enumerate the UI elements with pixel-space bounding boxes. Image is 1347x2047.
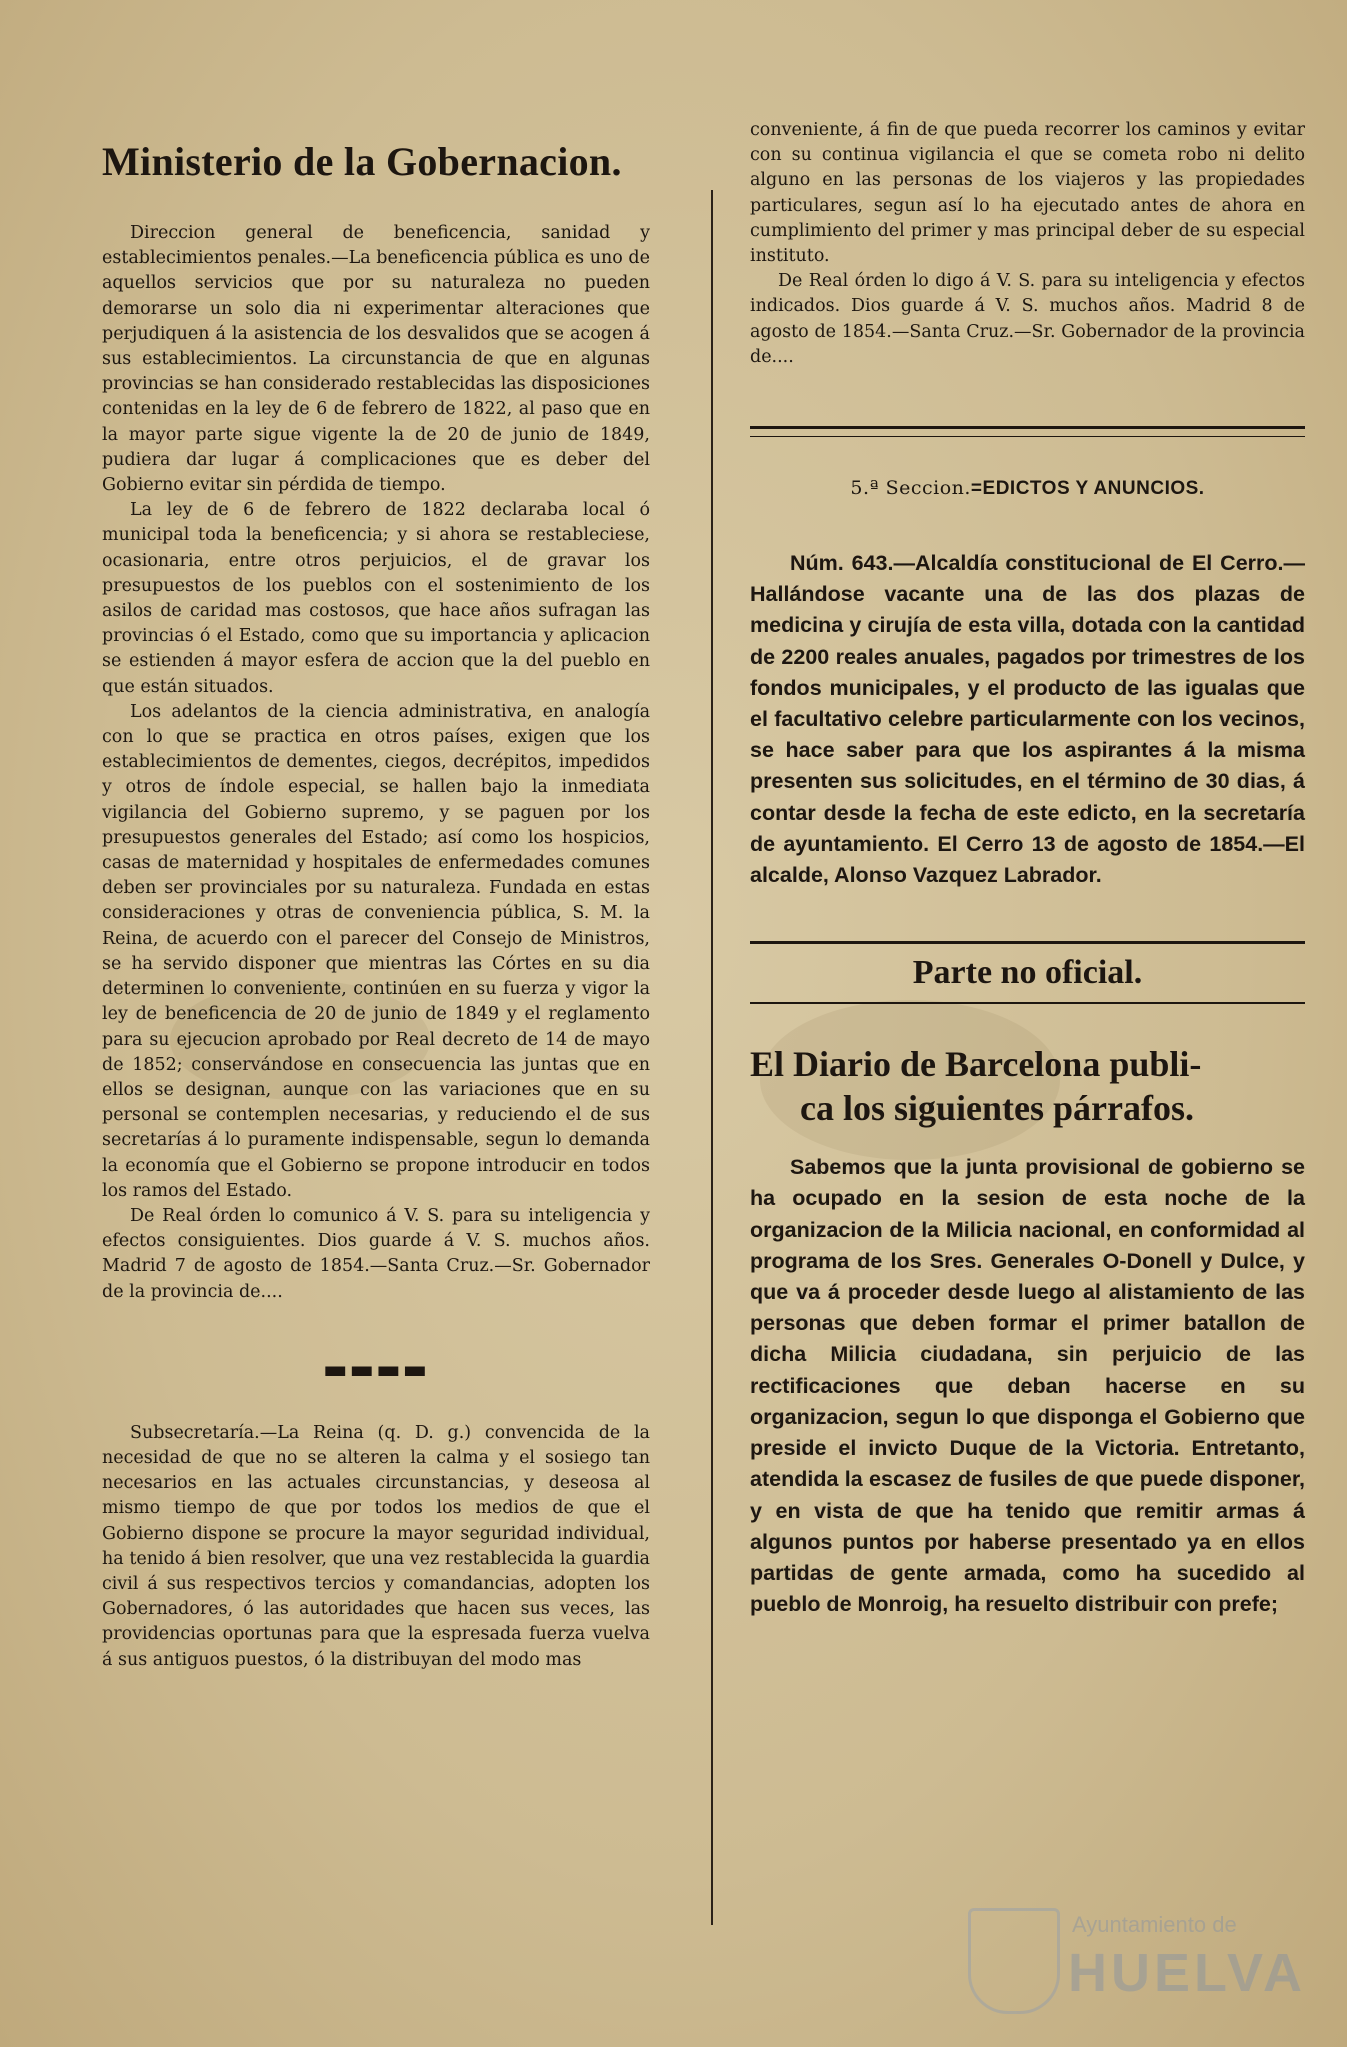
article-paragraph: La ley de 6 de febrero de 1822 declaraba local ó municipal toda la beneficencia; y si ahora se restableciese, ocasionaria, entre otros perjuicios, el de gravar los presupuestos de los pueblos con el sostenimiento de los asilos de caridad mas costosos, que hace años sufragan las provincias ó el Estado, como que su importancia y aplicacion se estienden á mayor esfera de accion que la del pueblo en que están situados.: [102, 500, 650, 697]
section-title: =EDICTOS Y ANUNCIOS.: [970, 478, 1205, 500]
horizontal-rule: [750, 1002, 1305, 1004]
article-paragraph: Direccion general de beneficencia, sanidad y establecimientos penales.—La beneficencia pública es uno de aquellos servicios que por su naturaleza no pueden demorarse un solo dia ni experimentar alteraciones que perjudiquen á la asistencia de los desvalidos que se acogen á sus establecimientos. La circunstancia de que en algunas provincias se han considerado restablecidas las disposiciones contenidas en la ley de 6 de febrero de 1822, al paso que en la mayor parte sigue vigente la de 20 de junio de 1849, pudiera dar lugar á complicaciones que es deber del Gobierno evitar sin pérdida de tiempo.: [102, 223, 650, 496]
right-column: [750, 118, 1305, 1620]
double-rule: [750, 426, 1305, 437]
headline-line-1: El Diario de Barcelona publi-: [750, 1044, 1202, 1085]
left-column: [102, 126, 650, 1673]
headline-line-2: ca los siguientes párrafos.: [800, 1088, 1194, 1129]
horizontal-rule: [750, 941, 1305, 944]
ministry-heading: Ministerio de la Gobernacion.: [102, 139, 622, 184]
barcelona-paragraph: Sabemos que la junta provisional de gobierno se ha ocupado en la sesion de esta noche de la organizacion de la Milicia nacional, en conformidad al programa de los Sres. Generales O-Donell y Dulce, y que va á proceder desde luego al alistamiento de las personas que deben formar el primer batallon de dicha Milicia ciudadana, sin perjuicio de las rectificaciones que deban hacerse en su organizacion, segun lo que disponga el Gobierno que preside el invicto Duque de la Victoria. Entretanto, atendida la escasez de fusiles de que puede disponer, y en vista de que ha tenido que remitir armas á algunos puntos por haberse presentado ya en ellos partidas de gente armada, como ha sucedido al pueblo de Monroig, ha resuelto distribuir con prefe;: [750, 1155, 1305, 1617]
watermark-top: Ayuntamiento de: [1072, 1912, 1237, 1937]
parte-no-oficial-heading: Parte no oficial.: [912, 954, 1143, 992]
barcelona-headline: [750, 1042, 1305, 1130]
section-prefix: 5.ª Seccion.: [850, 477, 971, 500]
article-paragraph: De Real órden lo comunico á V. S. para su inteligencia y efectos consiguientes. Dios guarde á V. S. muchos años. Madrid 7 de agosto de 1854.—Santa Cruz.—Sr. Gobernador de la provincia de....: [102, 1205, 650, 1302]
ornament-divider: ▬▬▬▬: [322, 1354, 430, 1385]
article-paragraph: Los adelantos de la ciencia administrativa, en analogía con lo que se practica en otros países, exigen que los establecimientos de dementes, ciegos, decrépitos, impedidos y otros de índole especial, se hallen bajo la inmediata vigilancia del Gobierno supremo, y se paguen por los presupuestos generales del Estado; así como los hospicios, casas de maternidad y hospitales de enfermedades comunes deben ser provinciales por su naturaleza. Fundada en estas consideraciones y otras de conveniencia pública, S. M. la Reina, de acuerdo con el parecer del Consejo de Ministros, se ha servido disponer que mientras las Córtes en su dia determinen lo conveniente, continúen en su fuerza y vigor la ley de beneficencia de 20 de junio de 1849 y el reglamento para su ejecucion aprobado por Real decreto de 14 de mayo de 1852; conservándose en consecuencia las juntas que en ellos se designan, aunque con las variaciones que en su personal se contemplen necesarias, y reduciendo el de sus secretarías á lo puramente indispensable, segun lo demanda la economía que el Gobierno se propone introducir en todos los ramos del Estado.: [102, 701, 650, 1201]
article-paragraph: De Real órden lo digo á V. S. para su inteligencia y efectos indicados. Dios guarde á V. S. muchos años. Madrid 8 de agosto de 1854.—Santa Cruz.—Sr. Gobernador de la provincia de....: [750, 271, 1305, 367]
section-heading: [750, 477, 1305, 500]
article-paragraph: Subsecretaría.—La Reina (q. D. g.) convencida de la necesidad de que no se alteren la calma y el sosiego tan necesarios en las actuales circunstancias, y deseosa al mismo tiempo de que por todos los medios de que el Gobierno dispone se procure la mayor seguridad individual, ha tenido á bien resolver, que una vez restablecida la guardia civil á sus respectivos tercios y comandancias, adopten los Gobernadores, ó las autoridades que hacen sus veces, las providencias oportunas para que la espresada fuerza vuelva á sus antiguos puestos, ó la distribuyan del modo mas: [102, 1422, 650, 1670]
seal-icon: [968, 1908, 1060, 2014]
column-rule: [711, 190, 713, 1925]
edict-paragraph: Núm. 643.—Alcaldía constitucional de El Cerro.—Hallándose vacante una de las dos plazas de medicina y cirujía de esta villa, dotada con la cantidad de 2200 reales anuales, pagados por trimestres de los fondos municipales, y el producto de las igualas que el facultativo celebre particularmente con los vecinos, se hace saber para que los aspirantes á la misma presenten sus solicitudes, en el término de 30 dias, á contar desde la fecha de este edicto, en la secretaría de ayuntamiento. El Cerro 13 de agosto de 1854.—El alcalde, Alonso Vazquez Labrador.: [750, 551, 1305, 888]
huelva-watermark: [968, 1908, 1306, 2018]
article-paragraph: conveniente, á fin de que pueda recorrer los caminos y evitar con su continua vigilancia el que se cometa robo ni delito alguno en las personas de los viajeros y las propiedades particulares, segun así lo ha ejecutado antes de ahora en cumplimiento del primer y mas principal deber de su especial instituto.: [750, 120, 1305, 267]
watermark-main: HUELVA: [1068, 1943, 1306, 2003]
